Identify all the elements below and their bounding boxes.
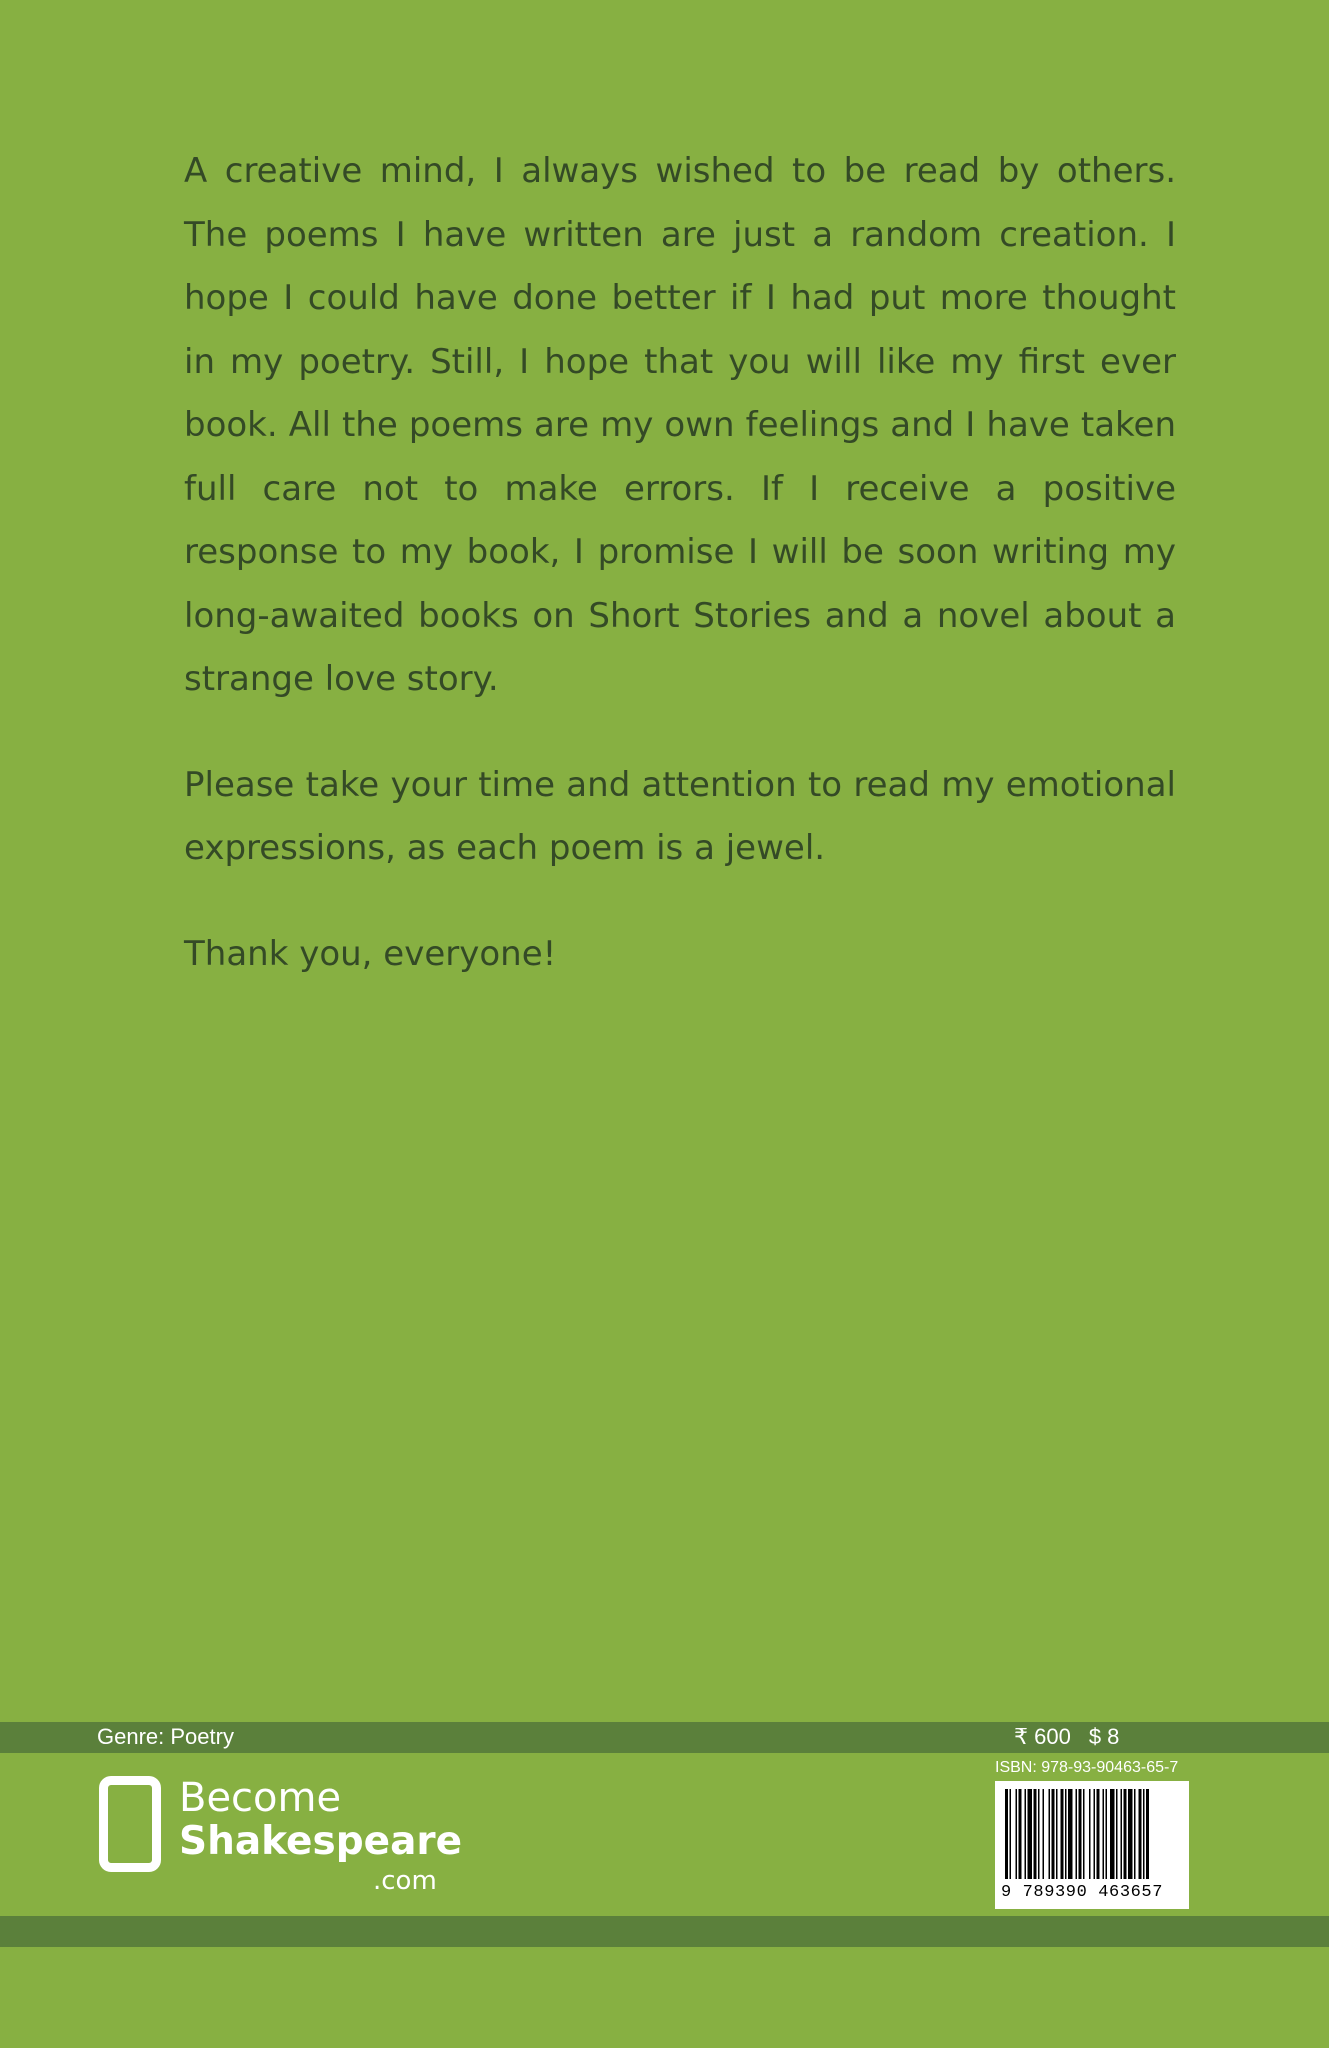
barcode-bar [1143, 1789, 1145, 1879]
barcode-bar [1079, 1789, 1082, 1879]
blurb-paragraph-1: A creative mind, I always wished to be read by others. The poems I have written are just a random creation. I hope I could have done better if I had put more thought in my poetry. Still, I hope that you will like my first ever book. All the poems are my own feelings and I have taken full care not to make errors. If I receive a positive response to my book, I promise I will be soon writing my long-awaited books on Short Stories and a novel about a strange love story. [184, 151, 1176, 699]
blurb-paragraph-3: Thank you, everyone! [184, 933, 557, 974]
barcode-bar [1016, 1789, 1018, 1879]
price-inr: ₹ 600 [1014, 1724, 1071, 1749]
barcode-bar [1128, 1789, 1133, 1879]
barcode-bar [1110, 1789, 1115, 1879]
barcode-bar [1116, 1789, 1118, 1879]
barcode-bar [1065, 1789, 1067, 1879]
back-cover-blurb [184, 140, 1176, 1028]
barcode-bar [1121, 1789, 1123, 1879]
blurb-paragraph-2: Please take your time and attention to read my emotional expressions, as each poem is a jewel. [184, 764, 1176, 868]
barcode-bar [1005, 1789, 1008, 1879]
genre-label: Genre: Poetry [97, 1724, 234, 1749]
barcode-bar [1056, 1789, 1058, 1879]
barcode-bar [1043, 1789, 1045, 1879]
barcode-bar [1010, 1789, 1012, 1879]
publisher-name-line-2: Shakespeare [179, 1819, 463, 1864]
publisher-name-line-1: Become [179, 1775, 342, 1821]
barcode-bar [1068, 1789, 1073, 1879]
publisher-domain: .com [373, 1866, 437, 1896]
barcode-bar [1083, 1789, 1085, 1879]
barcode-bar [1025, 1789, 1027, 1879]
barcode-bar [1134, 1789, 1136, 1879]
price-usd: $ 8 [1088, 1724, 1120, 1749]
price-label [1014, 1723, 1137, 1751]
barcode-bar [1097, 1789, 1100, 1879]
barcode [995, 1781, 1189, 1909]
barcode-bar [1038, 1789, 1040, 1879]
barcode-bar [1139, 1789, 1142, 1879]
barcode-bar [1076, 1789, 1078, 1879]
barcode-bar [1146, 1789, 1149, 1879]
barcode-bar [1034, 1789, 1037, 1879]
barcode-bar [1019, 1789, 1022, 1879]
barcode-bar [1124, 1789, 1127, 1879]
barcode-bars [1003, 1789, 1181, 1885]
barcode-bar [1103, 1789, 1105, 1879]
barcode-bar [1106, 1789, 1108, 1879]
phone-outline-icon [99, 1776, 161, 1872]
isbn-label: ISBN: 978-93-90463-65-7 [995, 1759, 1179, 1776]
footer-bottom-band [0, 1916, 1329, 1947]
barcode-bar [1094, 1789, 1096, 1879]
barcode-bar [1052, 1789, 1055, 1879]
barcode-digits: 9 789390 463657 [1001, 1883, 1164, 1902]
publisher-logo [97, 1774, 463, 1904]
barcode-bar [1089, 1789, 1091, 1879]
barcode-bar [1049, 1789, 1051, 1879]
barcode-bar [1061, 1789, 1064, 1879]
barcode-bar [1028, 1789, 1033, 1879]
